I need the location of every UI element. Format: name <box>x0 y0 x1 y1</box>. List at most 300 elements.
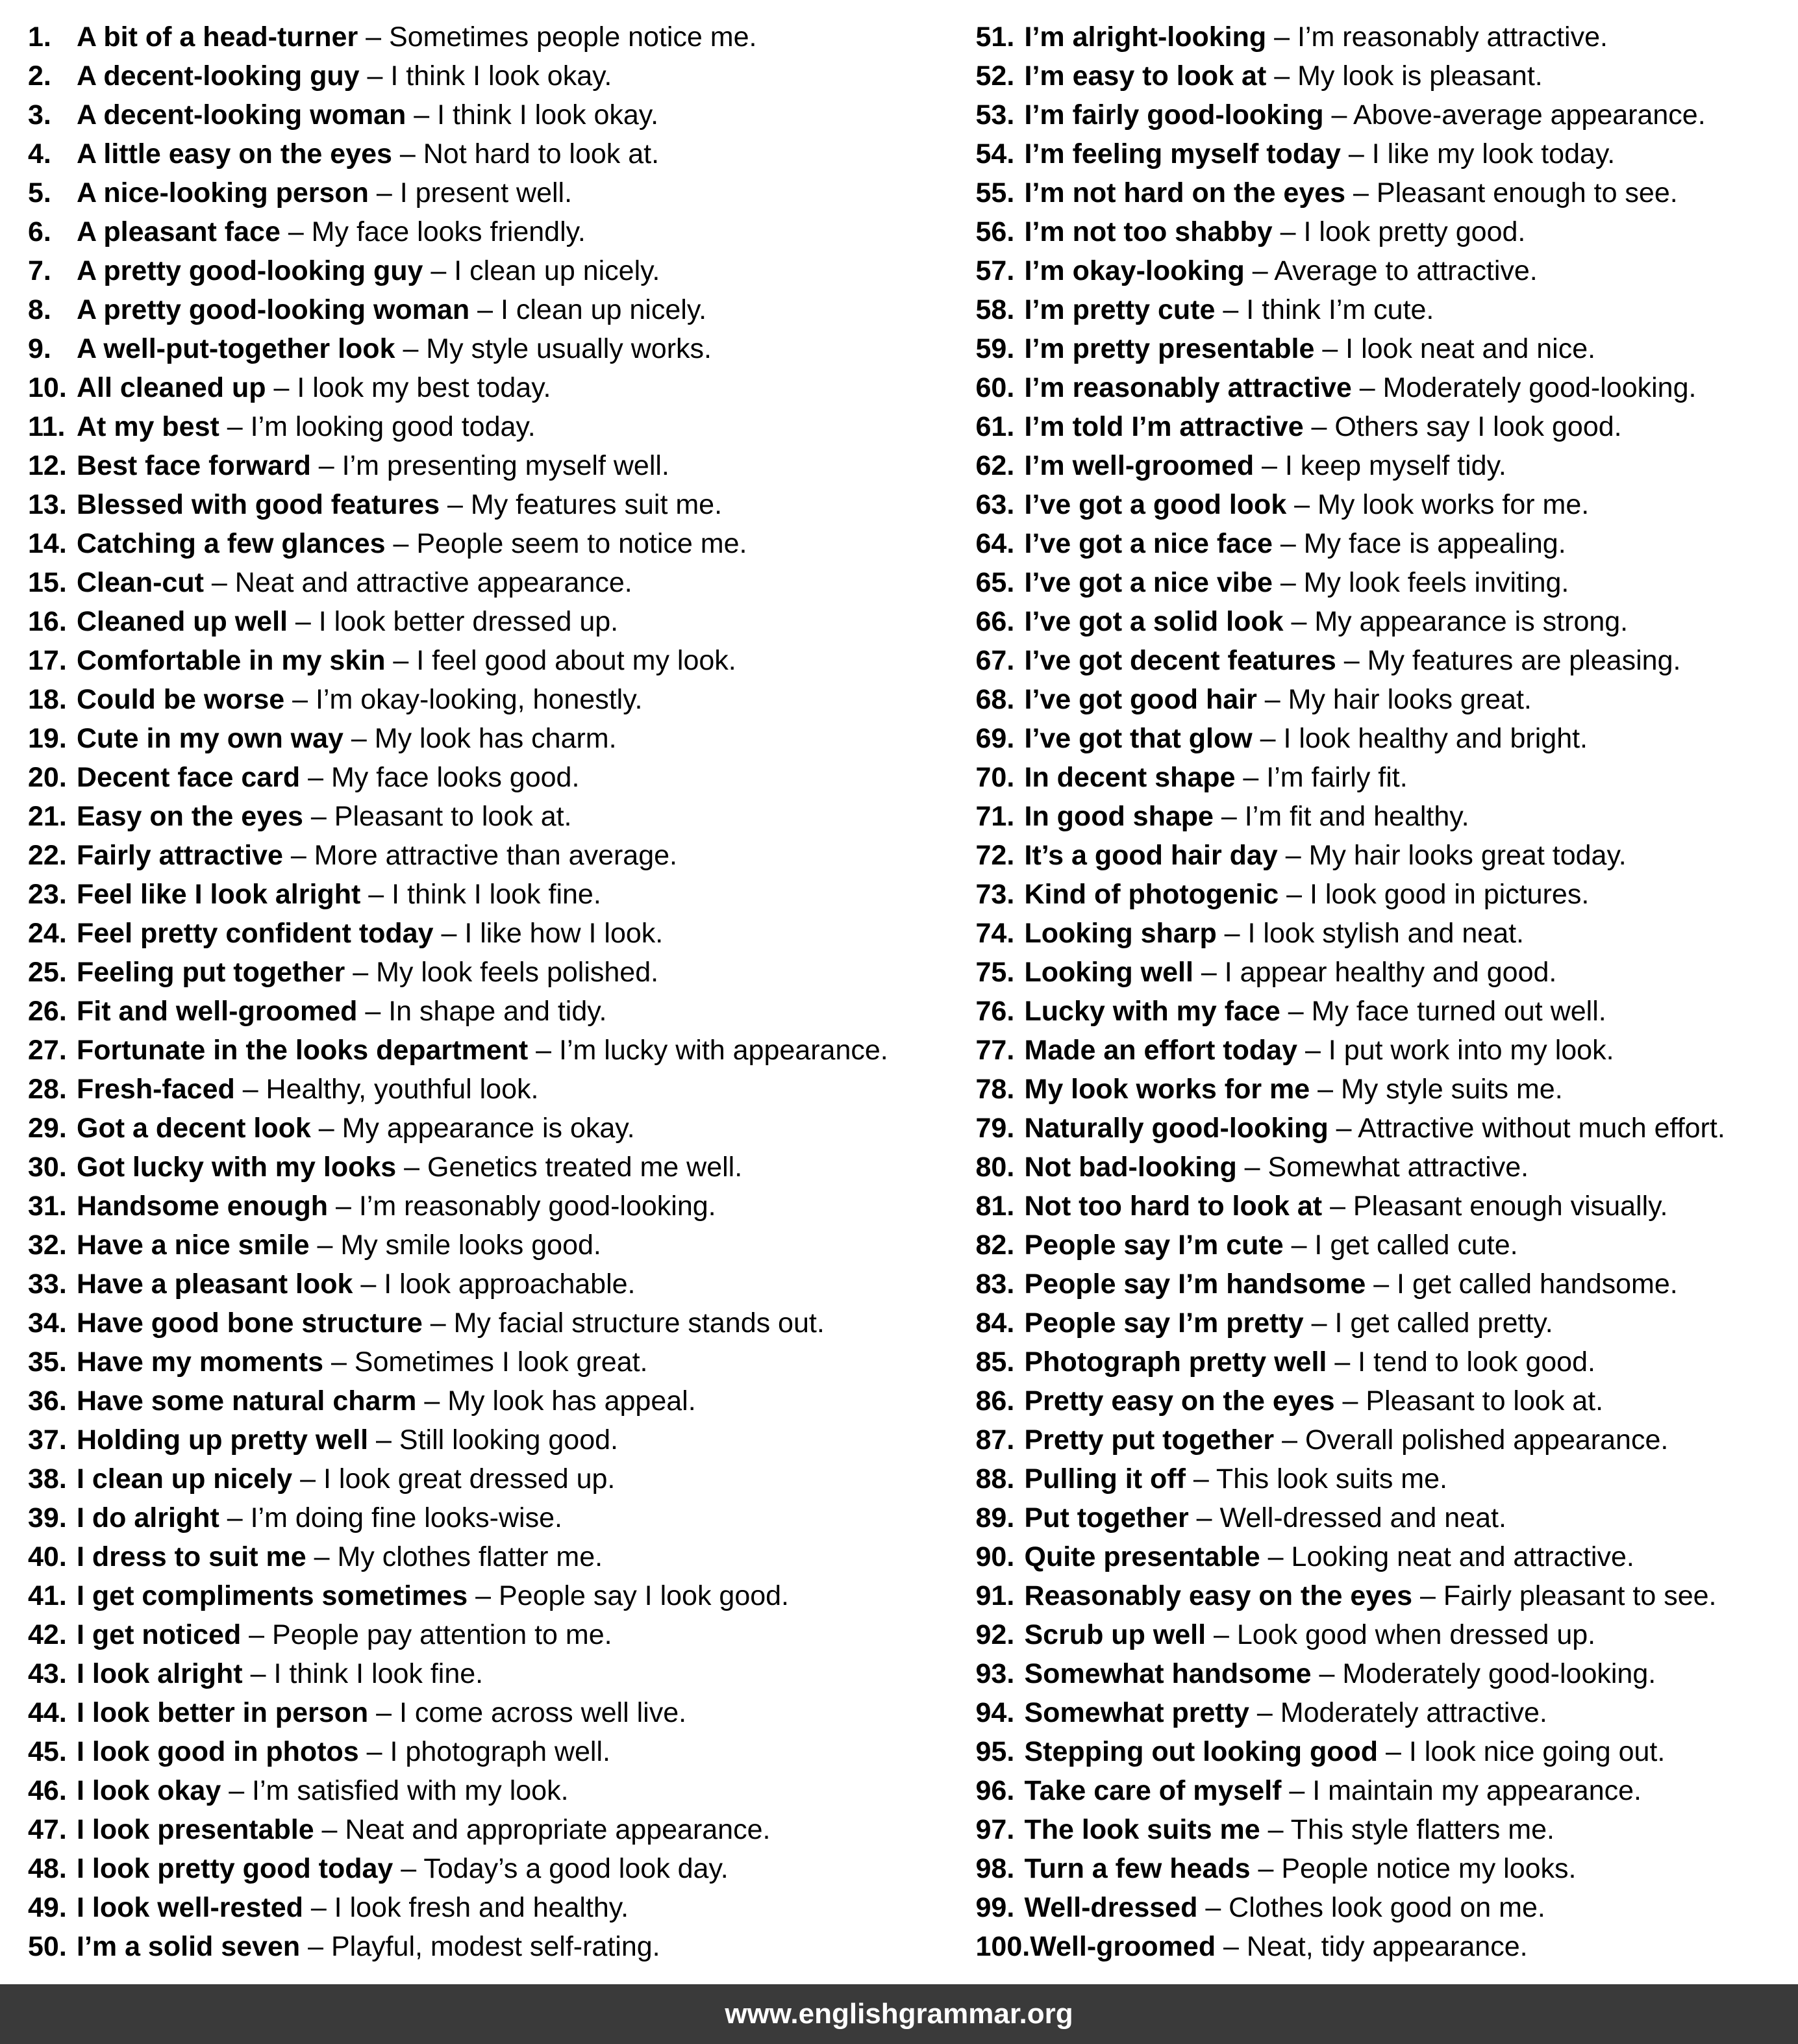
item-text <box>1025 1031 1614 1070</box>
item-phrase: Kind of photogenic <box>1024 879 1279 910</box>
list-item <box>28 1537 899 1576</box>
item-text <box>1025 1304 1553 1343</box>
item-number: 57. <box>975 255 1015 286</box>
item-description: – I think I look fine. <box>242 1658 484 1689</box>
list-item <box>28 368 899 407</box>
item-text <box>1025 1732 1666 1771</box>
item-number: 43. <box>28 1658 67 1689</box>
item-number: 34. <box>28 1307 67 1339</box>
item-description: – People pay attention to me. <box>241 1619 612 1650</box>
item-phrase: I look well-rested <box>77 1892 303 1923</box>
item-description: – Playful, modest self-rating. <box>300 1931 660 1962</box>
item-number: 7. <box>28 255 51 286</box>
item-text <box>77 1615 612 1654</box>
item-number: 82. <box>975 1230 1015 1261</box>
item-description: – My face is appealing. <box>1272 528 1566 559</box>
list-item <box>976 1148 1798 1187</box>
item-phrase: I look okay <box>77 1775 221 1806</box>
item-phrase: Have my moments <box>77 1346 323 1378</box>
item-description: – I’m lucky with appearance. <box>528 1035 888 1066</box>
item-text <box>77 1498 562 1537</box>
item-description: – I’m presenting myself well. <box>310 450 669 481</box>
list-item <box>976 1693 1798 1732</box>
item-text <box>77 1343 648 1382</box>
list-item <box>28 1420 899 1459</box>
item-text <box>77 602 618 641</box>
item-phrase: Pulling it off <box>1024 1463 1186 1495</box>
list-item <box>976 1576 1798 1615</box>
item-description: – I get called cute. <box>1283 1230 1518 1261</box>
list-item <box>28 1576 899 1615</box>
item-description: – Neat, tidy appearance. <box>1216 1931 1528 1962</box>
item-description: – I’m reasonably attractive. <box>1266 21 1608 53</box>
item-phrase: I look alright <box>77 1658 243 1689</box>
item-phrase: A little easy on the eyes <box>77 138 392 170</box>
item-phrase: People say I’m handsome <box>1024 1268 1366 1300</box>
item-phrase: Holding up pretty well <box>77 1424 369 1456</box>
list-item <box>976 563 1798 602</box>
item-number: 36. <box>28 1385 67 1417</box>
list-item <box>28 1693 899 1732</box>
list-item <box>28 1109 899 1148</box>
item-text <box>77 563 632 602</box>
list-item <box>976 797 1798 836</box>
list-item <box>976 914 1798 953</box>
list-item <box>976 251 1798 290</box>
item-phrase: My look works for me <box>1024 1074 1310 1105</box>
list-item <box>28 1927 899 1966</box>
list-item <box>976 1732 1798 1771</box>
item-text <box>1025 1576 1717 1615</box>
item-phrase: I look good in photos <box>77 1736 359 1767</box>
item-number: 94. <box>975 1697 1015 1728</box>
item-number: 99. <box>975 1892 1015 1923</box>
item-description: – Genetics treated me well. <box>396 1152 743 1183</box>
list-item <box>28 18 899 57</box>
item-text <box>77 1420 618 1459</box>
item-description: – My facial structure stands out. <box>422 1307 825 1339</box>
item-number: 6. <box>28 216 51 247</box>
item-text <box>1025 563 1569 602</box>
item-description: – Others say I look good. <box>1303 411 1622 442</box>
item-description: – My face looks friendly. <box>280 216 586 247</box>
item-description: – I tend to look good. <box>1327 1346 1595 1378</box>
item-description: – My look feels polished. <box>345 957 659 988</box>
item-number: 86. <box>975 1385 1015 1417</box>
item-phrase: I get compliments sometimes <box>77 1580 468 1611</box>
item-number: 66. <box>975 606 1015 637</box>
list-item <box>976 1537 1798 1576</box>
item-description: – I think I look okay. <box>406 99 659 131</box>
list-item <box>976 1498 1798 1537</box>
list-item <box>28 1810 899 1849</box>
item-description: – Sometimes I look great. <box>323 1346 648 1378</box>
item-description: – I keep myself tidy. <box>1254 450 1506 481</box>
item-number: 22. <box>28 840 67 871</box>
footer-bar <box>0 1984 1798 2044</box>
item-text <box>1025 407 1622 446</box>
item-phrase: I’ve got decent features <box>1024 645 1336 676</box>
item-text <box>77 1265 636 1304</box>
item-text <box>77 1810 770 1849</box>
item-phrase: Could be worse <box>77 684 285 715</box>
list-item <box>976 1810 1798 1849</box>
list-item <box>28 1070 899 1109</box>
item-phrase: A bit of a head-turner <box>77 21 358 53</box>
item-phrase: Handsome enough <box>77 1191 329 1222</box>
item-text <box>77 173 572 212</box>
item-description: – Still looking good. <box>368 1424 618 1456</box>
item-number: 96. <box>975 1775 1015 1806</box>
item-phrase: I’m alright-looking <box>1024 21 1267 53</box>
item-text <box>77 641 736 680</box>
item-description: – My features suit me. <box>440 489 723 520</box>
item-phrase: I’m well-groomed <box>1024 450 1255 481</box>
item-number: 93. <box>975 1658 1015 1689</box>
list-item <box>28 875 899 914</box>
list-item <box>976 641 1798 680</box>
item-phrase: Clean-cut <box>77 567 204 598</box>
item-text <box>1025 1187 1668 1226</box>
item-number: 54. <box>975 138 1015 170</box>
list-item <box>976 1888 1798 1927</box>
item-phrase: Blessed with good features <box>77 489 440 520</box>
item-phrase: In decent shape <box>1024 762 1236 793</box>
item-phrase: I’m a solid seven <box>77 1931 301 1962</box>
item-text <box>77 875 601 914</box>
list-item <box>28 602 899 641</box>
item-text <box>1025 1810 1555 1849</box>
item-description: – I look fresh and healthy. <box>303 1892 629 1923</box>
item-description: – Above-average appearance. <box>1323 99 1706 131</box>
list-item <box>28 563 899 602</box>
list-item <box>28 719 899 758</box>
list-item <box>976 1265 1798 1304</box>
item-number: 26. <box>28 996 67 1027</box>
item-phrase: I’m told I’m attractive <box>1024 411 1304 442</box>
item-phrase: A well-put-together look <box>77 333 395 364</box>
item-text <box>1025 1537 1634 1576</box>
list-item <box>28 953 899 992</box>
item-number: 4. <box>28 138 51 170</box>
item-text <box>1025 1888 1545 1927</box>
item-number: 95. <box>975 1736 1015 1767</box>
list-item <box>28 1732 899 1771</box>
item-number: 17. <box>28 645 67 676</box>
item-description: – Not hard to look at. <box>392 138 660 170</box>
item-description: – Moderately good-looking. <box>1311 1658 1656 1689</box>
item-text <box>77 1888 629 1927</box>
item-description: – I like how I look. <box>433 918 664 949</box>
item-text <box>1025 485 1590 524</box>
item-number: 28. <box>28 1074 67 1105</box>
item-phrase: Looking sharp <box>1024 918 1217 949</box>
item-phrase: Easy on the eyes <box>77 801 303 832</box>
item-number: 98. <box>975 1853 1015 1884</box>
item-description: – Moderately attractive. <box>1249 1697 1547 1728</box>
item-text <box>1025 290 1434 329</box>
item-number: 40. <box>28 1541 67 1572</box>
item-number: 13. <box>28 489 67 520</box>
item-phrase: Fairly attractive <box>77 840 283 871</box>
list-item <box>28 1226 899 1265</box>
list-item <box>28 680 899 719</box>
item-description: – Overall polished appearance. <box>1274 1424 1669 1456</box>
list-item <box>28 1148 899 1187</box>
item-phrase: Feel pretty confident today <box>77 918 434 949</box>
item-phrase: I’m feeling myself today <box>1024 138 1341 170</box>
item-phrase: Have some natural charm <box>77 1385 417 1417</box>
list-item <box>976 95 1798 134</box>
item-phrase: People say I’m pretty <box>1024 1307 1304 1339</box>
item-number: 27. <box>28 1035 67 1066</box>
item-text <box>77 57 612 95</box>
item-text <box>1025 1265 1678 1304</box>
item-number: 84. <box>975 1307 1015 1339</box>
item-text <box>1025 1693 1547 1732</box>
list-item <box>28 134 899 173</box>
item-number: 55. <box>975 177 1015 208</box>
item-number: 21. <box>28 801 67 832</box>
item-description: – Pleasant enough to see. <box>1345 177 1678 208</box>
item-description: – Healthy, youthful look. <box>234 1074 539 1105</box>
list-item <box>28 1343 899 1382</box>
item-phrase: Fresh-faced <box>77 1074 235 1105</box>
item-phrase: I’ve got that glow <box>1024 723 1253 754</box>
item-phrase: I’ve got a nice vibe <box>1024 567 1273 598</box>
item-number: 45. <box>28 1736 67 1767</box>
item-text <box>1030 1927 1527 1966</box>
item-text <box>77 1576 789 1615</box>
list-item <box>28 329 899 368</box>
item-text <box>77 329 712 368</box>
footer-url: www.englishgrammar.org <box>725 1998 1073 2030</box>
item-text <box>1025 875 1590 914</box>
item-text <box>1025 797 1469 836</box>
item-number: 87. <box>975 1424 1015 1456</box>
list-item <box>976 1459 1798 1498</box>
item-phrase: Got a decent look <box>77 1113 311 1144</box>
item-text <box>77 95 658 134</box>
item-text <box>77 1927 660 1966</box>
item-phrase: Comfortable in my skin <box>77 645 386 676</box>
list-item <box>976 485 1798 524</box>
item-number: 71. <box>975 801 1015 832</box>
item-text <box>1025 914 1525 953</box>
item-phrase: Fit and well-groomed <box>77 996 358 1027</box>
item-number: 38. <box>28 1463 67 1495</box>
item-number: 85. <box>975 1346 1015 1378</box>
item-text <box>1025 1849 1577 1888</box>
item-phrase: The look suits me <box>1024 1814 1260 1845</box>
item-number: 49. <box>28 1892 67 1923</box>
item-number: 33. <box>28 1268 67 1300</box>
item-phrase: A decent-looking woman <box>77 99 406 131</box>
item-description: – Somewhat attractive. <box>1236 1152 1529 1183</box>
item-description: – I feel good about my look. <box>385 645 736 676</box>
list-item <box>28 992 899 1031</box>
item-number: 30. <box>28 1152 67 1183</box>
item-number: 42. <box>28 1619 67 1650</box>
item-phrase: A pretty good-looking woman <box>77 294 470 325</box>
item-description: – I look healthy and bright. <box>1252 723 1588 754</box>
item-phrase: I dress to suit me <box>77 1541 306 1572</box>
list-item <box>976 1771 1798 1810</box>
item-description: – I look approachable. <box>353 1268 636 1300</box>
list-item <box>28 1888 899 1927</box>
item-number: 19. <box>28 723 67 754</box>
item-description: – I look nice going out. <box>1378 1736 1666 1767</box>
item-text <box>77 212 586 251</box>
item-text <box>77 1849 729 1888</box>
item-description: – I’m fit and healthy. <box>1213 801 1469 832</box>
item-text <box>77 407 536 446</box>
list-item <box>976 18 1798 57</box>
item-phrase: It’s a good hair day <box>1024 840 1278 871</box>
list-item <box>28 836 899 875</box>
item-description: – Today’s a good look day. <box>393 1853 729 1884</box>
item-text <box>1025 1226 1518 1265</box>
item-number: 62. <box>975 450 1015 481</box>
item-phrase: Naturally good-looking <box>1024 1113 1329 1144</box>
list-item <box>28 1459 899 1498</box>
item-text <box>1025 1148 1529 1187</box>
list-item <box>28 290 899 329</box>
item-description: – My look has appeal. <box>416 1385 696 1417</box>
item-phrase: A pleasant face <box>77 216 281 247</box>
item-phrase: I’m not too shabby <box>1024 216 1273 247</box>
item-phrase: Pretty put together <box>1024 1424 1275 1456</box>
item-number: 92. <box>975 1619 1015 1650</box>
item-description: – Looking neat and attractive. <box>1260 1541 1634 1572</box>
list-item <box>976 1382 1798 1420</box>
item-description: – I look pretty good. <box>1272 216 1526 247</box>
list-item <box>28 95 899 134</box>
item-description: – My features are pleasing. <box>1336 645 1681 676</box>
item-number: 37. <box>28 1424 67 1456</box>
item-number: 3. <box>28 99 51 131</box>
item-text <box>77 524 747 563</box>
item-number: 97. <box>975 1814 1015 1845</box>
item-text <box>77 18 756 57</box>
list-item <box>976 875 1798 914</box>
item-phrase: I’ve got a nice face <box>1024 528 1273 559</box>
item-description: – My appearance is okay. <box>310 1113 635 1144</box>
item-number: 78. <box>975 1074 1015 1105</box>
item-description: – Neat and appropriate appearance. <box>314 1814 771 1845</box>
list-item <box>976 329 1798 368</box>
item-text <box>77 1771 569 1810</box>
item-description: – My style usually works. <box>395 333 712 364</box>
item-text <box>77 1031 888 1070</box>
item-description: – People seem to notice me. <box>385 528 747 559</box>
list-item <box>976 1420 1798 1459</box>
item-text <box>77 1109 635 1148</box>
item-text <box>1025 1459 1447 1498</box>
item-text <box>77 1070 538 1109</box>
item-text <box>77 797 572 836</box>
item-number: 8. <box>28 294 51 325</box>
item-description: – I think I look okay. <box>359 60 612 92</box>
list-item <box>28 758 899 797</box>
item-description: – My hair looks great. <box>1256 684 1532 715</box>
list-item <box>976 290 1798 329</box>
list-item <box>28 797 899 836</box>
item-text <box>1025 953 1557 992</box>
item-number: 83. <box>975 1268 1015 1300</box>
item-phrase: Made an effort today <box>1024 1035 1297 1066</box>
item-description: – Clothes look good on me. <box>1197 1892 1545 1923</box>
list-item <box>28 251 899 290</box>
list-item <box>976 173 1798 212</box>
item-description: – I come across well live. <box>368 1697 687 1728</box>
item-text <box>77 368 551 407</box>
list-item <box>28 1771 899 1810</box>
item-number: 51. <box>975 21 1015 53</box>
item-phrase: Feel like I look alright <box>77 879 361 910</box>
item-number: 9. <box>28 333 51 364</box>
item-text <box>77 251 660 290</box>
list-column-left <box>0 18 899 1984</box>
item-description: – My style suits me. <box>1310 1074 1563 1105</box>
item-description: – In shape and tidy. <box>357 996 607 1027</box>
item-number: 79. <box>975 1113 1015 1144</box>
list-item <box>976 57 1798 95</box>
item-description: – My look is pleasant. <box>1266 60 1543 92</box>
item-number: 31. <box>28 1191 67 1222</box>
item-text <box>1025 1498 1506 1537</box>
item-description: – I’m fairly fit. <box>1235 762 1408 793</box>
item-number: 81. <box>975 1191 1015 1222</box>
list-item <box>976 1109 1798 1148</box>
item-phrase: Scrub up well <box>1024 1619 1206 1650</box>
item-description: – My clothes flatter me. <box>306 1541 603 1572</box>
item-text <box>77 290 706 329</box>
list-item <box>976 1070 1798 1109</box>
item-text <box>1025 1771 1642 1810</box>
item-number: 23. <box>28 879 67 910</box>
item-text <box>77 1148 742 1187</box>
item-text <box>1025 1343 1595 1382</box>
item-phrase: At my best <box>77 411 219 442</box>
item-description: – I’m looking good today. <box>219 411 536 442</box>
item-text <box>1025 18 1608 57</box>
item-phrase: I’ve got a good look <box>1024 489 1287 520</box>
item-description: – I look my best today. <box>266 372 551 403</box>
item-phrase: I’m pretty presentable <box>1024 333 1315 364</box>
item-description: – I get called pretty. <box>1303 1307 1553 1339</box>
item-number: 59. <box>975 333 1015 364</box>
list-item <box>28 1615 899 1654</box>
item-description: – I’m doing fine looks-wise. <box>219 1502 562 1533</box>
item-number: 15. <box>28 567 67 598</box>
item-number: 18. <box>28 684 67 715</box>
item-text <box>77 1732 610 1771</box>
item-number: 58. <box>975 294 1015 325</box>
list-item <box>28 1304 899 1343</box>
item-text <box>1025 1615 1596 1654</box>
list-item <box>28 446 899 485</box>
list-item <box>28 1187 899 1226</box>
item-phrase: Reasonably easy on the eyes <box>1024 1580 1413 1611</box>
item-phrase: People say I’m cute <box>1024 1230 1284 1261</box>
item-number: 61. <box>975 411 1015 442</box>
item-number: 70. <box>975 762 1015 793</box>
item-number: 14. <box>28 528 67 559</box>
item-number: 80. <box>975 1152 1015 1183</box>
item-description: – This look suits me. <box>1185 1463 1447 1495</box>
item-text <box>77 680 642 719</box>
